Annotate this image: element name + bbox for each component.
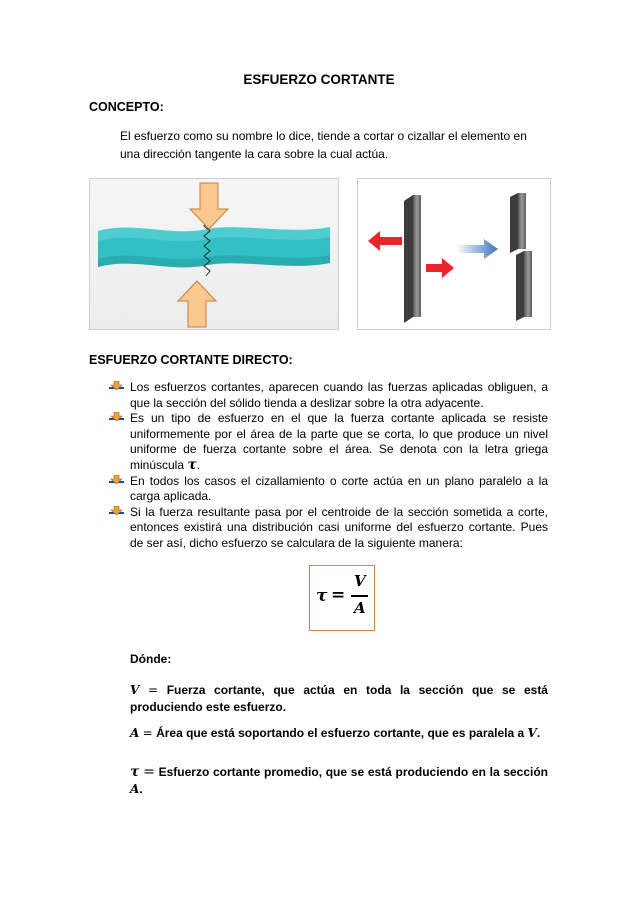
def-text: Esfuerzo cortante promedio, que se está produciendo en la sección — [158, 765, 549, 779]
def-symbol: τ — [130, 764, 140, 780]
sheared-bar-upper — [518, 193, 526, 249]
definition-tau — [130, 764, 548, 798]
red-arrow-left — [368, 231, 402, 251]
def-tail-symbol: V — [527, 726, 537, 740]
intact-bar-side — [404, 195, 413, 323]
list-item — [108, 474, 548, 505]
red-arrow-right — [426, 258, 454, 278]
bullet-arrow-icon — [109, 506, 124, 519]
bullet-text: Los esfuerzos cortantes, aparecen cuando las fuerzas aplicadas obliguen, a que la sección del sólido tienda a deslizar sobre la otra adyacente. — [130, 380, 548, 410]
def-tail-symbol: A — [130, 782, 140, 796]
list-item — [108, 380, 548, 411]
list-item — [108, 505, 548, 552]
bullet-text: En todos los casos el cizallamiento o corte actúa en un plano paralelo a la carga aplicada. — [130, 473, 548, 504]
tau-symbol: τ — [187, 456, 197, 473]
def-equals: = — [143, 764, 155, 780]
def-equals: = — [142, 726, 153, 740]
definition-v — [130, 682, 548, 716]
shear-bar-figure — [357, 178, 551, 330]
formula-tau: τ — [316, 586, 328, 606]
shear-bar-illustration — [358, 179, 550, 329]
bullet-list — [108, 380, 548, 552]
bullet-arrow-icon — [109, 412, 124, 425]
formula-fraction-bar — [351, 595, 368, 597]
list-item — [108, 411, 548, 473]
formula-numerator: V — [354, 572, 366, 590]
tau-suffix: . — [196, 457, 201, 472]
def-symbol: V — [130, 683, 140, 697]
down-force-arrow — [190, 183, 228, 229]
sheared-lower-side — [516, 251, 524, 321]
shear-beam-figure — [89, 178, 339, 330]
concepto-text: El esfuerzo como su nombre lo dice, tiende a cortar o cizallar el elemento en una dirección tangente la cara sobre la cual actúa. — [120, 129, 527, 161]
formula-equals: = — [331, 585, 346, 605]
intact-bar — [413, 195, 421, 317]
shear-beam-illustration — [90, 179, 338, 329]
definition-a — [130, 725, 548, 742]
sheared-bar-lower — [524, 251, 532, 317]
page-title: ESFUERZO CORTANTE — [243, 72, 395, 87]
donde-label: Dónde: — [130, 652, 172, 666]
formula-denominator: A — [354, 599, 366, 617]
def-equals: = — [147, 683, 159, 697]
def-text: Área que está soportando el esfuerzo cortante, que es paralela a — [156, 726, 525, 740]
shear-formula-box — [309, 565, 375, 631]
def-text: Fuerza cortante, que actúa en toda la sección que se está produciendo este esfuerzo. — [130, 683, 548, 714]
directo-heading: ESFUERZO CORTANTE DIRECTO: — [89, 353, 293, 367]
concepto-paragraph — [89, 127, 547, 163]
blue-arrow — [456, 239, 498, 259]
bullet-text: Es un tipo de esfuerzo en el que la fuerza cortante aplicada se resiste uniformemente por el área de la parte que se corta, lo que produce un nivel uniforme de fuerza cortante sobre el área. Se denota con la letra griega minúscula — [130, 411, 548, 472]
bullet-arrow-icon — [109, 475, 124, 488]
def-symbol: A — [130, 726, 140, 740]
def-tail: . — [139, 782, 143, 796]
bullet-arrow-icon — [109, 381, 124, 394]
up-force-arrow — [178, 281, 216, 327]
bullet-text: Si la fuerza resultante pasa por el centroide de la sección sometida a corte, entonces existirá una distribución casi uniforme del esfuerzo cortante. Pues de ser así, dicho esfuerzo se calculara de la siguiente manera: — [130, 504, 548, 550]
def-tail: . — [536, 726, 541, 740]
sheared-upper-side — [510, 193, 518, 253]
concepto-heading: CONCEPTO: — [89, 100, 164, 114]
